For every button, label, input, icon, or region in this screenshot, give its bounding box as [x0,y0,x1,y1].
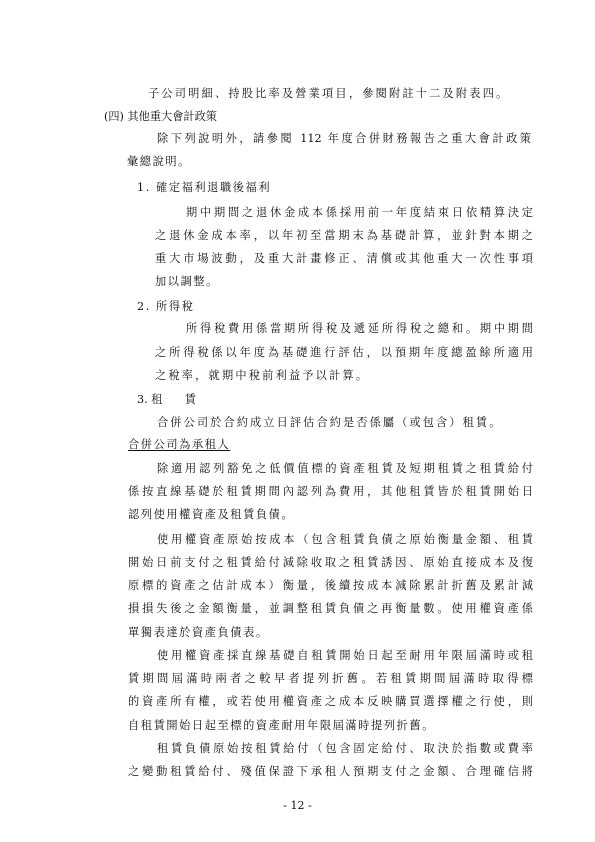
text-line: 期中期間之退休金成本係採用前一年度結束日依精算決定 [186,206,533,219]
text-line: 原標的資產之估計成本）衡量，後續按成本減除累計折舊及累計減 [128,579,533,592]
text-line: 彙總說明。 [127,155,191,168]
text-line: 自租賃開始日起至標的資產耐用年限屆滿時提列折舊。 [128,719,435,732]
text-line: 損損失後之金額衡量，並調整租賃負債之再衡量數。使用權資產係 [128,602,533,615]
list-heading: 1. 確定福利退職後福利 [137,181,272,194]
list-heading: 3. 租 賃 [137,393,196,406]
text-line: 租賃負債原始按租賃給付（包含固定給付、取決於指數或費率 [157,742,533,755]
subsection-heading: 合併公司為承租人 [128,438,231,451]
text-line: 之所得稅係以年度為基礎進行評估，以預期年度總盈餘所適用 [155,346,533,359]
text-line: 除適用認列豁免之低價值標的資產租賃及短期租賃之租賃給付 [157,462,533,475]
text-line: 之變動租賃給付、殘值保證下承租人預期支付之金額、合理確信將 [128,765,533,778]
text-line: 之稅率，就期中稅前利益予以計算。 [155,369,370,382]
text-line: 開始日前支付之租賃給付減除收取之租賃誘因、原始直接成本及復 [128,556,533,569]
text-line: 子公司明細、持股比率及營業項目，參閱附註十二及附表四。 [148,87,510,100]
text-line: 所得稅費用係當期所得稅及遞延所得稅之總和。期中期間 [186,322,533,335]
text-line: 的資產所有權，或若使用權資產之成本反映購買選擇權之行使，則 [128,695,533,708]
text-line: 賃期間屆滿時兩者之較早者提列折舊。若租賃期間屆滿時取得標 [128,672,533,685]
text-line: 合併公司於合約成立日評估合約是否係屬（或包含）租賃。 [157,416,503,429]
text-line: 認列使用權資產及租賃負債。 [128,508,295,521]
text-line: 除下列說明外，請參閱 112 年度合併財務報告之重大會計政策 [157,132,531,145]
text-line: 係按直線基礎於租賃期間內認列為費用，其他租賃皆於租賃開始日 [128,485,533,498]
text-line: 之退休金成本率，以年初至當期末為基礎計算，並針對本期之 [155,229,533,242]
text-line: 重大市場波動，及重大計畫修正、清償或其他重大一次性事項 [155,252,533,265]
text-line: 使用權資產原始按成本（包含租賃負債之原始衡量金額、租賃 [157,533,533,546]
list-heading: 2. 所得稅 [137,300,195,313]
section-heading: (四) 其他重大會計政策 [104,110,217,123]
text-line: 加以調整。 [155,275,219,288]
text-line: 使用權資產採直線基礎自租賃開始日起至耐用年限屆滿時或租 [157,649,533,662]
text-line: 單獨表達於資產負債表。 [128,626,269,639]
page-number: - 12 - [283,799,312,812]
